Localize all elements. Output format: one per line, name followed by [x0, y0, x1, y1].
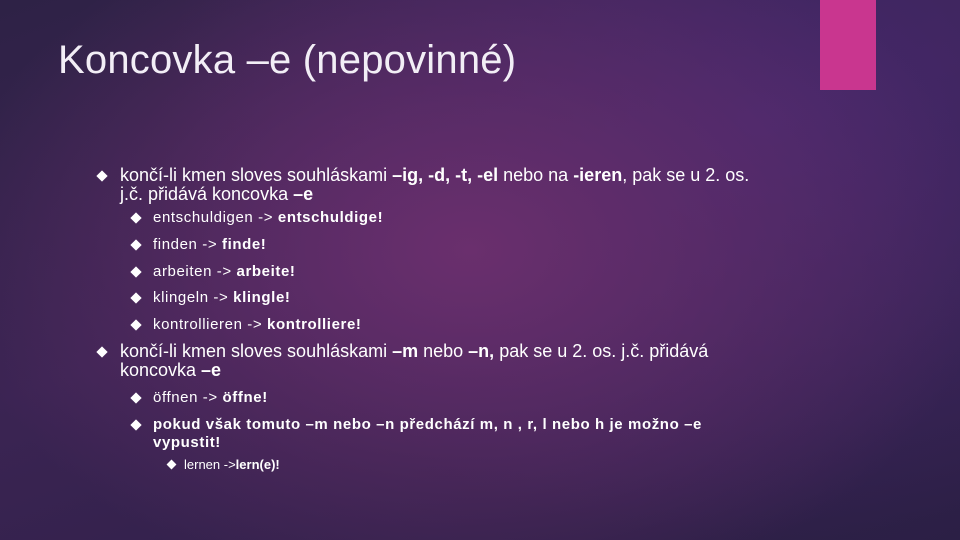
bullet-2-pre: končí-li kmen sloves souhláskami: [120, 341, 393, 361]
bullet-1-bold-1: –ig, -d, -t, -el: [392, 165, 499, 185]
sub-item: [153, 263, 296, 281]
diamond-bullet-icon: [130, 319, 141, 330]
sub-item-bold: finde!: [221, 236, 267, 253]
bullet-1-post: , pak se u 2. os.: [622, 165, 750, 185]
bullet-1-pre: končí-li kmen sloves souhláskami: [120, 165, 393, 185]
bullet-2-text: [120, 342, 708, 380]
sub-item-bold: öffne!: [222, 389, 268, 406]
sub-item-pre: kontrollieren ->: [153, 316, 267, 333]
diamond-bullet-icon: [130, 239, 141, 250]
bullet-1-line-1: [120, 166, 749, 185]
diamond-bullet-icon: [130, 292, 141, 303]
diamond-bullet-icon: [130, 266, 141, 277]
sub-item-bold: entschuldige!: [277, 209, 384, 226]
sub-item-bold: klingle!: [233, 289, 291, 306]
sub-item-bold: arbeite!: [236, 263, 296, 280]
sub-item-pre: finden ->: [153, 236, 222, 253]
sub-item: [153, 209, 383, 227]
bullet-1-text: [120, 166, 749, 204]
bullet-2-mid: nebo: [418, 341, 469, 361]
note-line-1: pokud však tomuto –m nebo –n předchází m, n , r, l nebo h je možno –e: [153, 416, 702, 433]
bullet-1-bold-2: -ieren: [573, 165, 623, 185]
bullet-1-mid: nebo na: [498, 165, 574, 185]
example-bold: lern(e)!: [235, 457, 280, 472]
sub-item: [153, 236, 266, 254]
sub-item: [153, 316, 361, 334]
sub-item-bold: kontrolliere!: [267, 316, 362, 333]
bullet-2-line2-pre: koncovka: [120, 360, 202, 380]
bullet-2-line-2: [120, 361, 708, 380]
example-pre: lernen ->: [184, 457, 236, 472]
diamond-bullet-icon: [167, 460, 177, 470]
sub-item: [153, 289, 290, 307]
sub-item-pre: arbeiten ->: [153, 263, 237, 280]
diamond-bullet-icon: [96, 170, 107, 181]
diamond-bullet-icon: [130, 392, 141, 403]
bullet-2-bold-1: –m: [392, 341, 419, 361]
bullet-2-post: pak se u 2. os. j.č. přidává: [494, 341, 709, 361]
sub-item-pre: öffnen ->: [153, 389, 223, 406]
slide-title: Koncovka –e (nepovinné): [58, 38, 517, 82]
sub-item-pre: entschuldigen ->: [153, 209, 278, 226]
bullet-2-bold-2: –n,: [468, 341, 495, 361]
sub-item-note: [153, 416, 702, 452]
bullet-1-line-2: [120, 185, 749, 204]
diamond-bullet-icon: [130, 212, 141, 223]
example-item: [184, 457, 280, 473]
bullet-2-line2-bold: –e: [201, 360, 222, 380]
diamond-bullet-icon: [130, 419, 141, 430]
sub-item: [153, 389, 268, 407]
sub-item-pre: klingeln ->: [153, 289, 234, 306]
bullet-1-line2-pre: j.č. přidává koncovka: [120, 184, 294, 204]
diamond-bullet-icon: [96, 346, 107, 357]
bullet-1-line2-bold: –e: [293, 184, 314, 204]
note-line-2: vypustit!: [153, 434, 221, 451]
bullet-2-line-1: [120, 342, 708, 361]
